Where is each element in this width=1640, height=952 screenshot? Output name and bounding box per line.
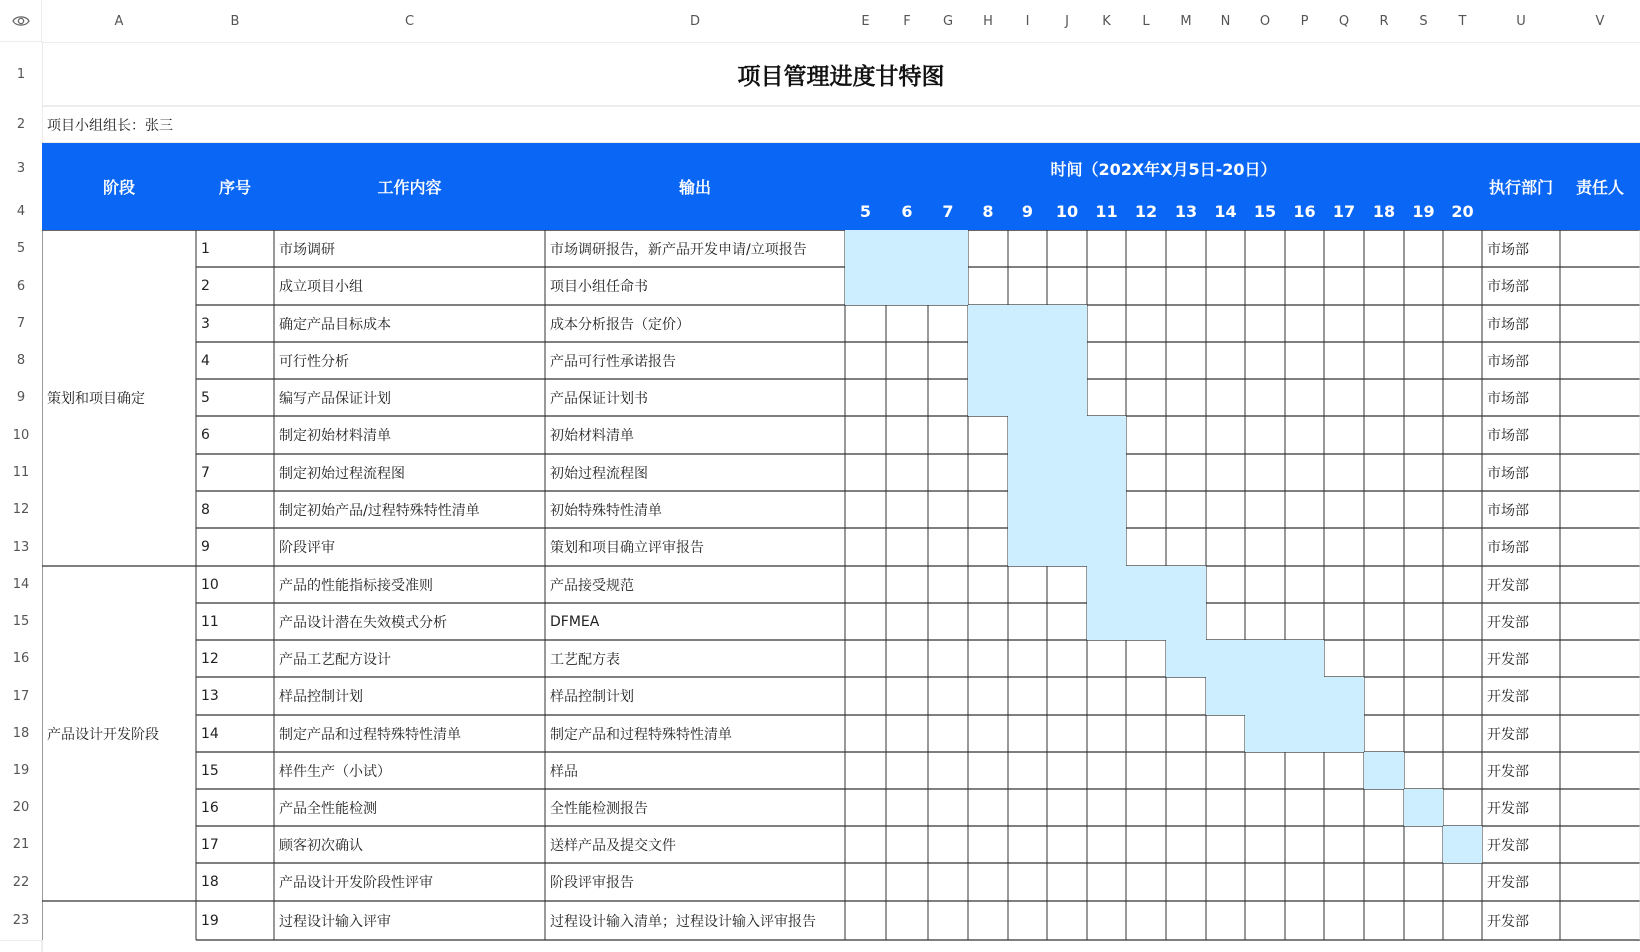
column-header-f[interactable]: F bbox=[886, 0, 928, 42]
task-output[interactable]: 全性能检测报告 bbox=[550, 800, 648, 817]
gantt-bar-cell[interactable] bbox=[1126, 603, 1166, 640]
task-seq[interactable]: 10 bbox=[201, 576, 219, 593]
task-content[interactable]: 顾客初次确认 bbox=[279, 837, 363, 854]
task-dept[interactable]: 市场部 bbox=[1487, 279, 1529, 295]
task-dept[interactable]: 市场部 bbox=[1487, 353, 1529, 370]
page-title: 项目管理进度甘特图 bbox=[737, 63, 945, 90]
task-owner[interactable] bbox=[1560, 528, 1640, 566]
task-seq[interactable]: 11 bbox=[201, 613, 219, 630]
gantt-bar-cell[interactable] bbox=[1087, 566, 1126, 603]
column-header-q[interactable]: Q bbox=[1324, 0, 1364, 42]
task-owner[interactable] bbox=[1560, 752, 1640, 789]
task-content[interactable]: 样件生产（小试） bbox=[279, 763, 391, 780]
gantt-bar-cell[interactable] bbox=[1008, 342, 1047, 379]
task-owner[interactable] bbox=[1560, 640, 1640, 677]
task-dept[interactable]: 市场部 bbox=[1487, 465, 1529, 482]
header-day[interactable]: 18 bbox=[1364, 193, 1404, 230]
header-seq[interactable]: 序号 bbox=[196, 143, 274, 230]
task-dept[interactable]: 市场部 bbox=[1487, 316, 1529, 333]
column-header-m[interactable]: M bbox=[1166, 0, 1206, 42]
task-seq[interactable]: 2 bbox=[201, 278, 210, 294]
gantt-bar-cell[interactable] bbox=[1047, 416, 1087, 454]
gantt-bar-cell[interactable] bbox=[1047, 342, 1087, 379]
header-owner[interactable]: 责任人 bbox=[1560, 143, 1640, 230]
column-header-h[interactable]: H bbox=[968, 0, 1008, 42]
task-seq[interactable]: 18 bbox=[201, 874, 219, 890]
column-header-k[interactable]: K bbox=[1087, 0, 1126, 42]
task-content[interactable]: 市场调研 bbox=[279, 241, 335, 258]
task-content[interactable]: 产品设计潜在失效模式分析 bbox=[279, 614, 447, 631]
column-header-r[interactable]: R bbox=[1364, 0, 1404, 42]
stage-cell[interactable] bbox=[42, 901, 196, 940]
column-header-b[interactable]: B bbox=[196, 0, 274, 42]
gantt-bar-cell[interactable] bbox=[1008, 454, 1047, 491]
header-day[interactable]: 11 bbox=[1087, 193, 1126, 230]
task-dept[interactable]: 开发部 bbox=[1487, 800, 1529, 817]
gantt-bar-cell[interactable] bbox=[1245, 677, 1285, 715]
gantt-bar-cell[interactable] bbox=[1087, 603, 1126, 640]
column-header-s[interactable]: S bbox=[1404, 0, 1443, 42]
gantt-bar-cell[interactable] bbox=[968, 305, 1008, 342]
column-header-i[interactable]: I bbox=[1008, 0, 1047, 42]
task-seq[interactable]: 6 bbox=[201, 427, 210, 443]
stage-cell[interactable]: 策划和项目确定 bbox=[47, 391, 145, 407]
column-header-v[interactable]: V bbox=[1560, 0, 1640, 42]
row-header-22[interactable]: 22 bbox=[0, 863, 42, 901]
gantt-bar-cell[interactable] bbox=[1047, 491, 1087, 528]
header-day[interactable]: 16 bbox=[1285, 193, 1324, 230]
task-owner[interactable] bbox=[1560, 491, 1640, 528]
gantt-bar-cell[interactable] bbox=[968, 342, 1008, 379]
row-header-19[interactable]: 19 bbox=[0, 752, 42, 789]
column-header-d[interactable]: D bbox=[545, 0, 845, 42]
gantt-bar-cell[interactable] bbox=[1245, 640, 1285, 677]
header-day[interactable]: 10 bbox=[1047, 193, 1087, 230]
task-owner[interactable] bbox=[1560, 230, 1640, 267]
row-header-17[interactable]: 17 bbox=[0, 677, 42, 715]
task-dept[interactable]: 开发部 bbox=[1487, 726, 1529, 743]
gantt-bar-cell[interactable] bbox=[1087, 454, 1126, 491]
task-seq[interactable]: 8 bbox=[201, 501, 210, 518]
header-day[interactable]: 12 bbox=[1126, 193, 1166, 230]
task-owner[interactable] bbox=[1560, 566, 1640, 603]
gantt-bar-cell[interactable] bbox=[1047, 305, 1087, 342]
task-content[interactable]: 制定初始材料清单 bbox=[279, 428, 391, 444]
task-seq[interactable]: 16 bbox=[201, 799, 219, 816]
header-day[interactable]: 17 bbox=[1324, 193, 1364, 230]
task-content[interactable]: 样品控制计划 bbox=[279, 689, 363, 705]
row-header-12[interactable]: 12 bbox=[0, 491, 42, 528]
gantt-bar-cell[interactable] bbox=[1206, 677, 1245, 715]
task-dept[interactable]: 开发部 bbox=[1487, 614, 1529, 631]
gantt-bar-cell[interactable] bbox=[928, 230, 968, 267]
column-header-n[interactable]: N bbox=[1206, 0, 1245, 42]
header-day[interactable]: 14 bbox=[1206, 193, 1245, 230]
task-content[interactable]: 产品的性能指标接受准则 bbox=[279, 577, 433, 594]
column-header-t[interactable]: T bbox=[1443, 0, 1482, 42]
gantt-bar-cell[interactable] bbox=[1245, 715, 1285, 752]
task-seq[interactable]: 4 bbox=[201, 352, 210, 369]
row-header-23[interactable]: 23 bbox=[0, 901, 42, 940]
task-seq[interactable]: 12 bbox=[201, 650, 219, 667]
task-output[interactable]: DFMEA bbox=[550, 613, 600, 630]
gantt-bar-cell[interactable] bbox=[845, 230, 886, 267]
task-seq[interactable]: 14 bbox=[201, 725, 219, 742]
header-output[interactable]: 输出 bbox=[545, 143, 845, 230]
gantt-bar-cell[interactable] bbox=[1008, 528, 1047, 566]
gantt-bar-cell[interactable] bbox=[1047, 379, 1087, 416]
gantt-bar-cell[interactable] bbox=[1126, 566, 1166, 603]
task-content[interactable]: 确定产品目标成本 bbox=[279, 316, 391, 333]
gantt-bar-cell[interactable] bbox=[1008, 416, 1047, 454]
gantt-bar-cell[interactable] bbox=[1166, 640, 1206, 677]
header-content[interactable]: 工作内容 bbox=[274, 143, 545, 230]
row-header-1[interactable]: 1 bbox=[0, 42, 42, 106]
header-day[interactable]: 13 bbox=[1166, 193, 1206, 230]
column-header-u[interactable]: U bbox=[1482, 0, 1560, 42]
task-dept[interactable]: 开发部 bbox=[1487, 689, 1529, 705]
header-day[interactable]: 5 bbox=[845, 193, 886, 230]
task-output[interactable]: 初始过程流程图 bbox=[550, 465, 648, 482]
row-header-10[interactable]: 10 bbox=[0, 416, 42, 454]
gantt-bar-cell[interactable] bbox=[1087, 491, 1126, 528]
task-content[interactable]: 产品设计开发阶段性评审 bbox=[279, 875, 433, 891]
task-content[interactable]: 产品工艺配方设计 bbox=[279, 651, 391, 668]
column-header-o[interactable]: O bbox=[1245, 0, 1285, 42]
gantt-bar-cell[interactable] bbox=[1008, 379, 1047, 416]
task-output[interactable]: 送样产品及提交文件 bbox=[550, 837, 676, 854]
row-header-6[interactable]: 6 bbox=[0, 267, 42, 305]
task-dept[interactable]: 市场部 bbox=[1487, 428, 1529, 444]
task-output[interactable]: 产品接受规范 bbox=[550, 577, 634, 594]
task-dept[interactable]: 开发部 bbox=[1487, 651, 1529, 668]
task-content[interactable]: 可行性分析 bbox=[279, 353, 349, 370]
gantt-bar-cell[interactable] bbox=[1285, 640, 1324, 677]
task-output[interactable]: 制定产品和过程特殊特性清单 bbox=[550, 726, 732, 743]
row-header-9[interactable]: 9 bbox=[0, 379, 42, 416]
task-content[interactable]: 产品全性能检测 bbox=[279, 800, 377, 817]
gantt-bar-cell[interactable] bbox=[928, 267, 968, 305]
task-owner[interactable] bbox=[1560, 379, 1640, 416]
task-dept[interactable]: 开发部 bbox=[1487, 837, 1529, 854]
task-output[interactable]: 样品 bbox=[550, 763, 578, 780]
column-header-g[interactable]: G bbox=[928, 0, 968, 42]
task-owner[interactable] bbox=[1560, 342, 1640, 379]
header-stage[interactable]: 阶段 bbox=[42, 143, 196, 230]
task-content[interactable]: 成立项目小组 bbox=[279, 279, 363, 295]
gantt-bar-cell[interactable] bbox=[1324, 715, 1364, 752]
task-content[interactable]: 过程设计输入评审 bbox=[279, 913, 391, 930]
task-output[interactable]: 策划和项目确立评审报告 bbox=[550, 540, 704, 556]
task-owner[interactable] bbox=[1560, 267, 1640, 305]
gantt-bar-cell[interactable] bbox=[1404, 789, 1443, 826]
row-header-20[interactable]: 20 bbox=[0, 789, 42, 826]
gantt-bar-cell[interactable] bbox=[1206, 640, 1245, 677]
gantt-bar-cell[interactable] bbox=[1047, 528, 1087, 566]
task-owner[interactable] bbox=[1560, 715, 1640, 752]
task-content[interactable]: 编写产品保证计划 bbox=[279, 390, 391, 407]
gantt-bar-cell[interactable] bbox=[1364, 752, 1404, 789]
task-seq[interactable]: 5 bbox=[201, 389, 210, 406]
stage-cell[interactable]: 产品设计开发阶段 bbox=[47, 726, 159, 743]
row-header-2[interactable]: 2 bbox=[0, 106, 42, 143]
task-owner[interactable] bbox=[1560, 603, 1640, 640]
task-output[interactable]: 产品可行性承诺报告 bbox=[550, 353, 676, 370]
row-header-16[interactable]: 16 bbox=[0, 640, 42, 677]
task-owner[interactable] bbox=[1560, 789, 1640, 826]
row-header-5[interactable]: 5 bbox=[0, 230, 42, 267]
gantt-bar-cell[interactable] bbox=[1166, 566, 1206, 603]
task-output[interactable]: 初始特殊特性清单 bbox=[550, 502, 662, 519]
task-seq[interactable]: 15 bbox=[201, 762, 219, 779]
header-day[interactable]: 8 bbox=[968, 193, 1008, 230]
gantt-bar-cell[interactable] bbox=[1087, 416, 1126, 454]
task-dept[interactable]: 开发部 bbox=[1487, 913, 1529, 930]
task-seq[interactable]: 1 bbox=[201, 240, 210, 257]
gantt-bar-cell[interactable] bbox=[886, 230, 928, 267]
task-owner[interactable] bbox=[1560, 901, 1640, 940]
task-seq[interactable]: 17 bbox=[201, 836, 219, 853]
task-dept[interactable]: 开发部 bbox=[1487, 875, 1529, 891]
header-time[interactable]: 时间（202X年X月5日-20日） bbox=[845, 143, 1482, 193]
row-header-21[interactable]: 21 bbox=[0, 826, 42, 863]
header-day[interactable]: 9 bbox=[1008, 193, 1047, 230]
task-owner[interactable] bbox=[1560, 677, 1640, 715]
task-dept[interactable]: 市场部 bbox=[1487, 390, 1529, 407]
gantt-bar-cell[interactable] bbox=[1324, 677, 1364, 715]
column-header-p[interactable]: P bbox=[1285, 0, 1324, 42]
task-dept[interactable]: 市场部 bbox=[1487, 502, 1529, 519]
task-seq[interactable]: 7 bbox=[201, 464, 210, 481]
row-header-3[interactable]: 3 bbox=[0, 143, 42, 193]
column-header-l[interactable]: L bbox=[1126, 0, 1166, 42]
task-dept[interactable]: 市场部 bbox=[1487, 241, 1529, 258]
row-header-15[interactable]: 15 bbox=[0, 603, 42, 640]
header-day[interactable]: 15 bbox=[1245, 193, 1285, 230]
gantt-bar-cell[interactable] bbox=[1087, 528, 1126, 566]
column-header-a[interactable]: A bbox=[42, 0, 196, 42]
gantt-bar-cell[interactable] bbox=[968, 379, 1008, 416]
task-seq[interactable]: 3 bbox=[201, 315, 210, 332]
task-output[interactable]: 样品控制计划 bbox=[550, 689, 634, 705]
task-content[interactable]: 制定产品和过程特殊特性清单 bbox=[279, 726, 461, 743]
task-seq[interactable]: 13 bbox=[201, 688, 219, 704]
task-owner[interactable] bbox=[1560, 305, 1640, 342]
task-seq[interactable]: 19 bbox=[201, 912, 219, 929]
header-day[interactable]: 6 bbox=[886, 193, 928, 230]
gantt-bar-cell[interactable] bbox=[1008, 491, 1047, 528]
row-header-18[interactable]: 18 bbox=[0, 715, 42, 752]
row-header-4[interactable]: 4 bbox=[0, 193, 42, 230]
header-day[interactable]: 19 bbox=[1404, 193, 1443, 230]
task-content[interactable]: 阶段评审 bbox=[279, 540, 335, 556]
task-owner[interactable] bbox=[1560, 416, 1640, 454]
task-output[interactable]: 过程设计输入清单；过程设计输入评审报告 bbox=[550, 913, 816, 930]
row-header-8[interactable]: 8 bbox=[0, 342, 42, 379]
row-header-11[interactable]: 11 bbox=[0, 454, 42, 491]
row-header-14[interactable]: 14 bbox=[0, 566, 42, 603]
task-output[interactable]: 市场调研报告，新产品开发申请/立项报告 bbox=[550, 241, 807, 258]
gantt-bar-cell[interactable] bbox=[1047, 454, 1087, 491]
task-output[interactable]: 产品保证计划书 bbox=[550, 390, 648, 407]
task-output[interactable]: 成本分析报告（定价） bbox=[550, 316, 690, 333]
project-leader[interactable]: 项目小组组长：张三 bbox=[47, 117, 173, 134]
gantt-bar-cell[interactable] bbox=[1443, 826, 1482, 863]
header-dept[interactable]: 执行部门 bbox=[1482, 143, 1560, 230]
column-header-c[interactable]: C bbox=[274, 0, 545, 42]
task-seq[interactable]: 9 bbox=[201, 539, 210, 555]
gantt-bar-cell[interactable] bbox=[1166, 603, 1206, 640]
task-dept[interactable]: 开发部 bbox=[1487, 577, 1529, 594]
gantt-bar-cell[interactable] bbox=[1285, 677, 1324, 715]
gantt-bar-cell[interactable] bbox=[1008, 305, 1047, 342]
gantt-bar-cell[interactable] bbox=[886, 267, 928, 305]
column-header-e[interactable]: E bbox=[845, 0, 886, 42]
task-output[interactable]: 初始材料清单 bbox=[550, 428, 634, 444]
task-content[interactable]: 制定初始过程流程图 bbox=[279, 465, 405, 482]
task-content[interactable]: 制定初始产品/过程特殊特性清单 bbox=[279, 502, 480, 519]
gantt-bar-cell[interactable] bbox=[845, 267, 886, 305]
task-output[interactable]: 工艺配方表 bbox=[550, 651, 620, 668]
header-day[interactable]: 20 bbox=[1443, 193, 1482, 230]
task-owner[interactable] bbox=[1560, 826, 1640, 863]
task-output[interactable]: 项目小组任命书 bbox=[550, 279, 648, 295]
task-owner[interactable] bbox=[1560, 454, 1640, 491]
column-header-j[interactable]: J bbox=[1047, 0, 1087, 42]
task-owner[interactable] bbox=[1560, 863, 1640, 901]
header-day[interactable]: 7 bbox=[928, 193, 968, 230]
task-dept[interactable]: 开发部 bbox=[1487, 763, 1529, 780]
row-header-13[interactable]: 13 bbox=[0, 528, 42, 566]
row-header-7[interactable]: 7 bbox=[0, 305, 42, 342]
gantt-bar-cell[interactable] bbox=[1285, 715, 1324, 752]
task-dept[interactable]: 市场部 bbox=[1487, 540, 1529, 556]
task-output[interactable]: 阶段评审报告 bbox=[550, 875, 634, 891]
